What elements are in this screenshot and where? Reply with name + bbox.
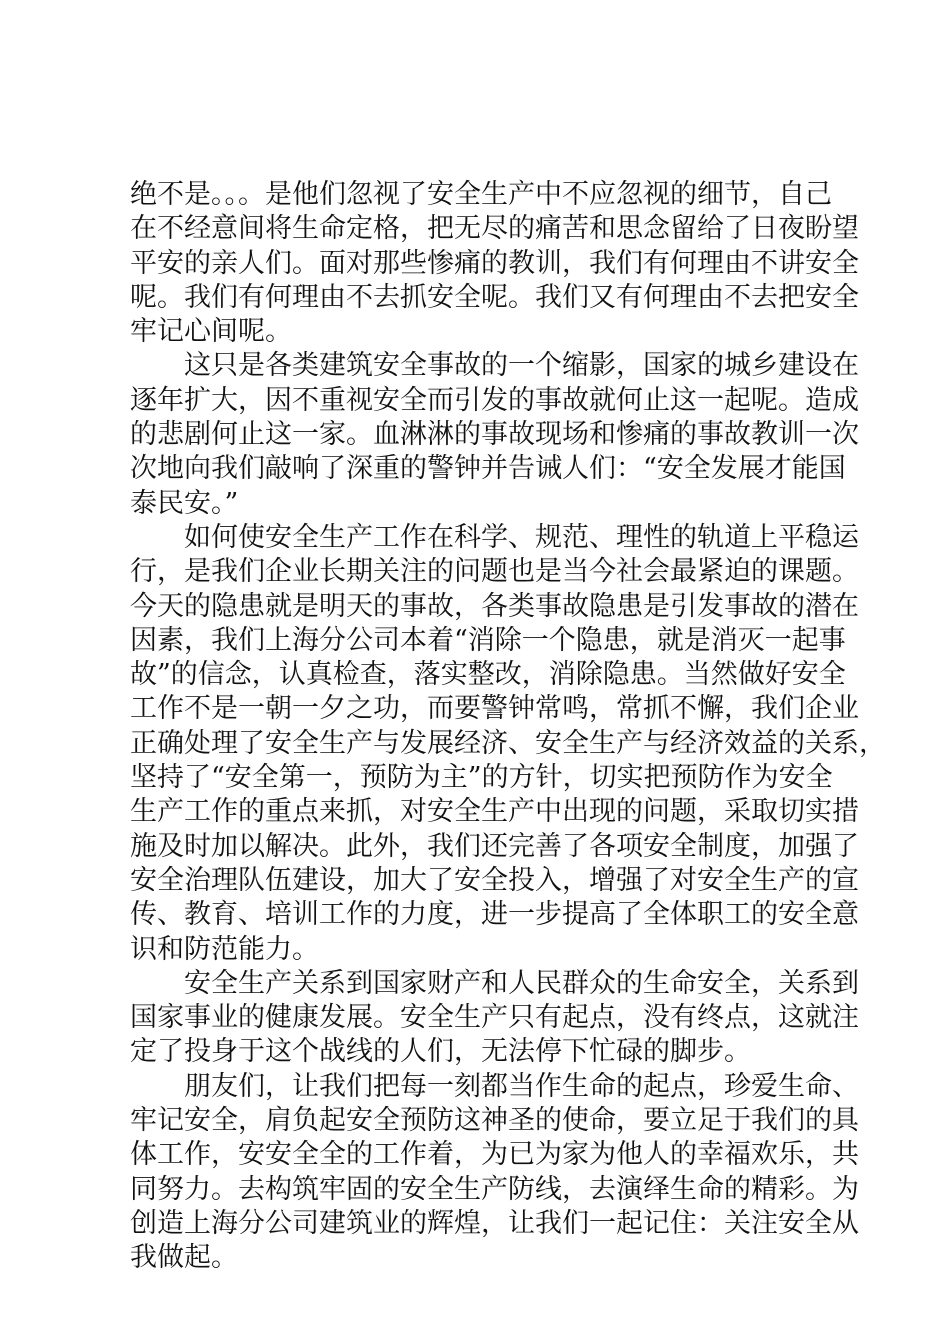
text-line: 识和防范能力。 [130, 933, 319, 965]
text-line: 牢记心间呢。 [130, 316, 292, 348]
text-line: 生产工作的重点来抓，对安全生产中出现的问题，采取切实措 [130, 796, 859, 828]
text-line: 的悲剧何止这一家。血淋淋的事故现场和惨痛的事故教训一次 [130, 419, 859, 451]
text-line: 创造上海分公司建筑业的辉煌，让我们一起记住：关注安全从 [130, 1207, 859, 1239]
text-line: 故”的信念，认真检查，落实整改，消除隐患。当然做好安全 [130, 659, 846, 691]
paragraph-first-line: 这只是各类建筑安全事故的一个缩影，国家的城乡建设在 [184, 350, 859, 382]
text-line: 今天的隐患就是明天的事故，各类事故隐患是引发事故的潜在 [130, 590, 859, 622]
text-line: 传、教育、培训工作的力度，进一步提高了全体职工的安全意 [130, 899, 859, 931]
paragraph-first-line: 如何使安全生产工作在科学、规范、理性的轨道上平稳运 [184, 521, 859, 553]
text-line: 在不经意间将生命定格，把无尽的痛苦和思念留给了日夜盼望 [130, 213, 859, 245]
text-line: 正确处理了安全生产与发展经济、安全生产与经济效益的关系， [130, 727, 886, 759]
text-line: 行，是我们企业长期关注的问题也是当今社会最紧迫的课题。 [130, 556, 859, 588]
text-line: 体工作，安安全全的工作着，为已为家为他人的幸福欢乐，共 [130, 1139, 859, 1171]
text-line: 次地向我们敲响了深重的警钟并告诫人们：“安全发展才能国 [130, 453, 846, 485]
text-line: 牢记安全，肩负起安全预防这神圣的使命，要立足于我们的具 [130, 1105, 859, 1137]
text-line: 我做起。 [130, 1242, 238, 1274]
text-line: 安全治理队伍建设，加大了安全投入，增强了对安全生产的宣 [130, 864, 859, 896]
text-line: 国家事业的健康发展。安全生产只有起点，没有终点，这就注 [130, 1002, 859, 1034]
text-line: 同努力。去构筑牢固的安全生产防线，去演绎生命的精彩。为 [130, 1173, 859, 1205]
paragraph-first-line: 安全生产关系到国家财产和人民群众的生命安全，关系到 [184, 967, 859, 999]
document-body [130, 178, 886, 1276]
text-line: 泰民安。” [130, 487, 239, 519]
text-line: 工作不是一朝一夕之功，而要警钟常鸣，常抓不懈，我们企业 [130, 693, 859, 725]
text-line: 施及时加以解决。此外，我们还完善了各项安全制度，加强了 [130, 830, 859, 862]
text-line: 绝不是。。。是他们忽视了安全生产中不应忽视的细节，自己 [130, 179, 832, 210]
text-line: 坚持了“安全第一，预防为主”的方针，切实把预防作为安全 [130, 762, 833, 794]
text-line: 因素，我们上海分公司本着“消除一个隐患，就是消灭一起事 [130, 624, 846, 656]
text-line: 呢。我们有何理由不去抓安全呢。我们又有何理由不去把安全 [130, 281, 859, 313]
text-line: 定了投身于这个战线的人们，无法停下忙碌的脚步。 [130, 1036, 751, 1068]
text-line: 平安的亲人们。面对那些惨痛的教训，我们有何理由不讲安全 [130, 247, 859, 279]
paragraph-first-line: 朋友们，让我们把每一刻都当作生命的起点，珍爱生命、 [184, 1070, 859, 1102]
text-line: 逐年扩大，因不重视安全而引发的事故就何止这一起呢。造成 [130, 384, 859, 416]
